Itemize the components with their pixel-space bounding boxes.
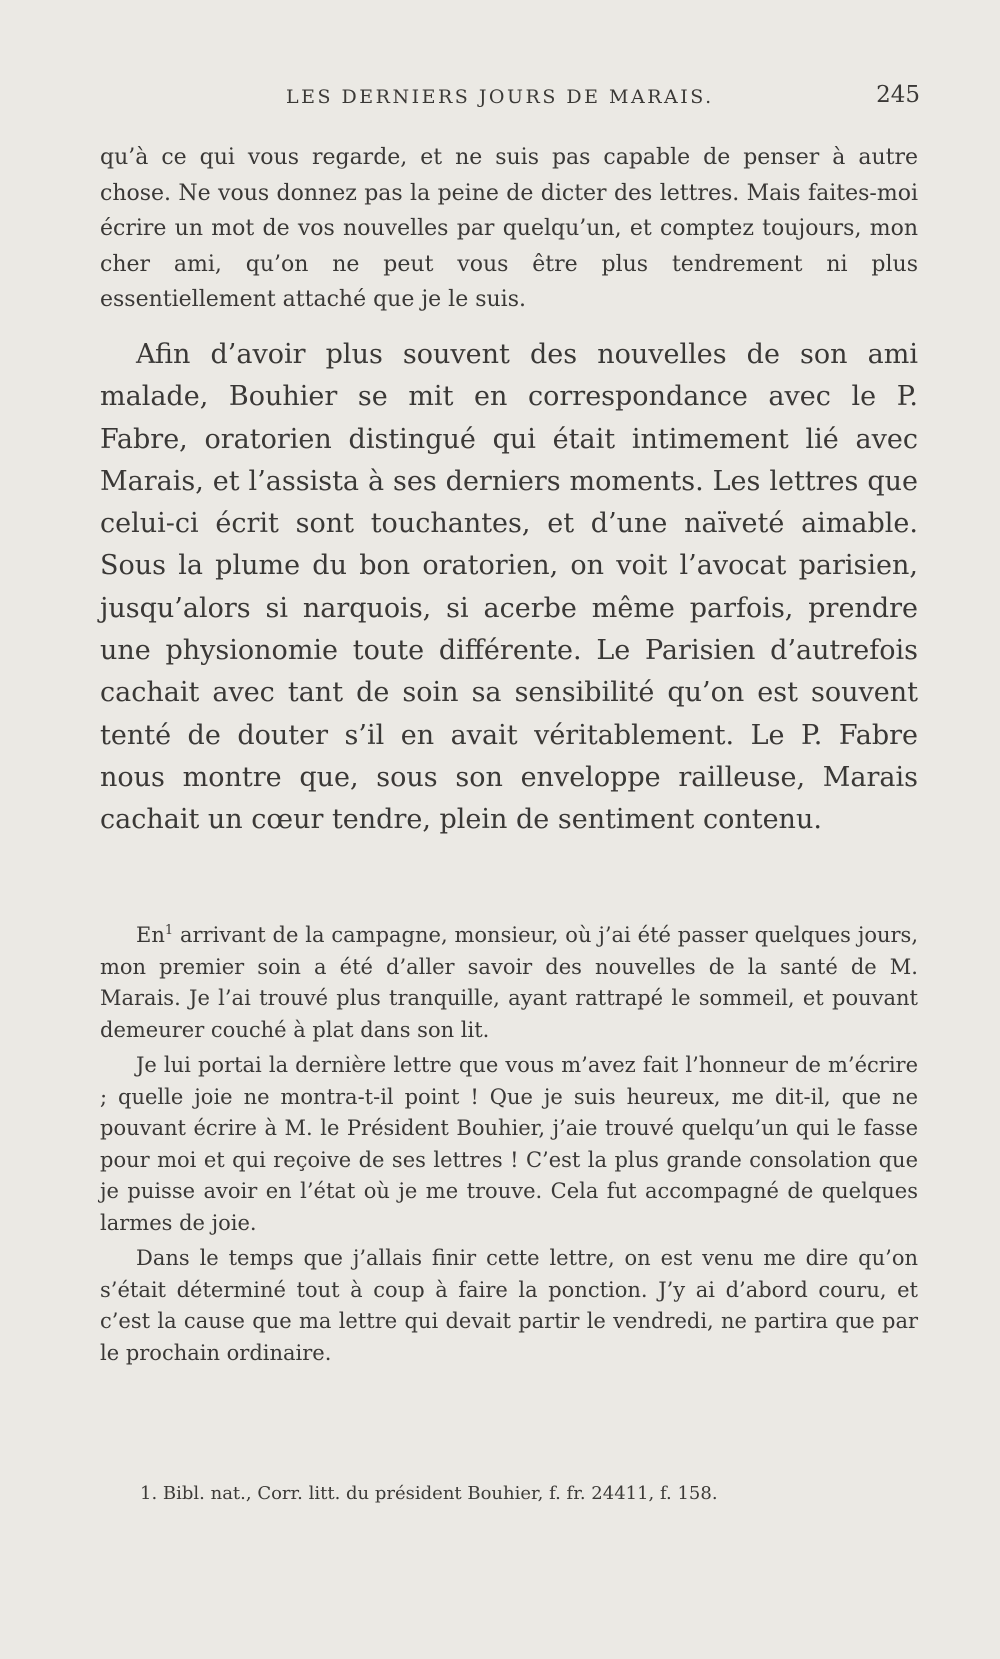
quote-lead-word: En [136,923,165,947]
letter-paragraph: qu’à ce qui vous regarde, et ne suis pas capable de penser à autre chose. Ne vous donnez pas la peine de dicter des lettres. Mais faites-moi écrire un mot de vos nouvelles par quelqu’un, et comptez toujours, mon cher ami, qu’on ne peut vous être plus tendrement ni plus essentiellement attaché que je le suis. [100,145,918,312]
footnote: 1. Bibl. nat., Corr. litt. du président Bouhier, f. fr. 24411, f. 158. [140,1483,718,1504]
page-header [100,82,920,118]
quote-paragraph-1 [100,920,918,1046]
quote-paragraph-2: Je lui portai la dernière lettre que vous m’avez fait l’honneur de m’écrire ; quelle joie ne montra-t-il point ! Que je suis heureux, me dit-il, que ne pouvant écrire à M. le Président Bouhier, j’aie trouvé quelqu’un qui le fasse pour moi et qui reçoive de ses lettres ! C’est la plus grande consolation que je puisse avoir en l’état où je me trouve. Cela fut accompagné de quelques larmes de joie. [100,1053,918,1235]
page-number: 245 [876,82,920,108]
footnote-marker: 1 [164,923,174,938]
narrative-section [100,334,918,842]
quoted-letter [100,920,918,1369]
narrative-paragraph: Afin d’avoir plus souvent des nouvelles de son ami malade, Bouhier se mit en correspondance avec le P. Fabre, oratorien distingué qui était intimement lié avec Marais, et l’assista à ses derniers moments. Les lettres que celui-ci écrit sont touchantes, et d’une naïveté aimable. Sous la plume du bon oratorien, on voit l’avocat parisien, jusqu’alors si narquois, si acerbe même parfois, prendre une physionomie toute différente. Le Parisien d’autrefois cachait avec tant de soin sa sensibilité qu’on est souvent tenté de douter s’il en avait véritablement. Le P. Fabre nous montre que, sous son enveloppe railleuse, Marais cachait un cœur tendre, plein de sentiment contenu. [100,339,918,836]
quote-paragraph-1-text: arrivant de la campagne, monsieur, où j’ai été passer quelques jours, mon premier soin a été d’aller savoir des nouvelles de la santé de M. Marais. Je l’ai trouvé plus tranquille, ayant rattrapé le sommeil, et pouvant demeurer couché à plat dans son lit. [100,923,918,1042]
letter-continuation [100,140,918,318]
quote-paragraph-3: Dans le temps que j’allais finir cette lettre, on est venu me dire qu’on s’était déterminé tout à coup à faire la ponction. J’y ai d’abord couru, et c’est la cause que ma lettre qui devait partir le vendredi, ne partira que par le prochain ordinaire. [100,1246,918,1365]
running-title: LES DERNIERS JOURS DE MARAIS. [286,86,714,108]
